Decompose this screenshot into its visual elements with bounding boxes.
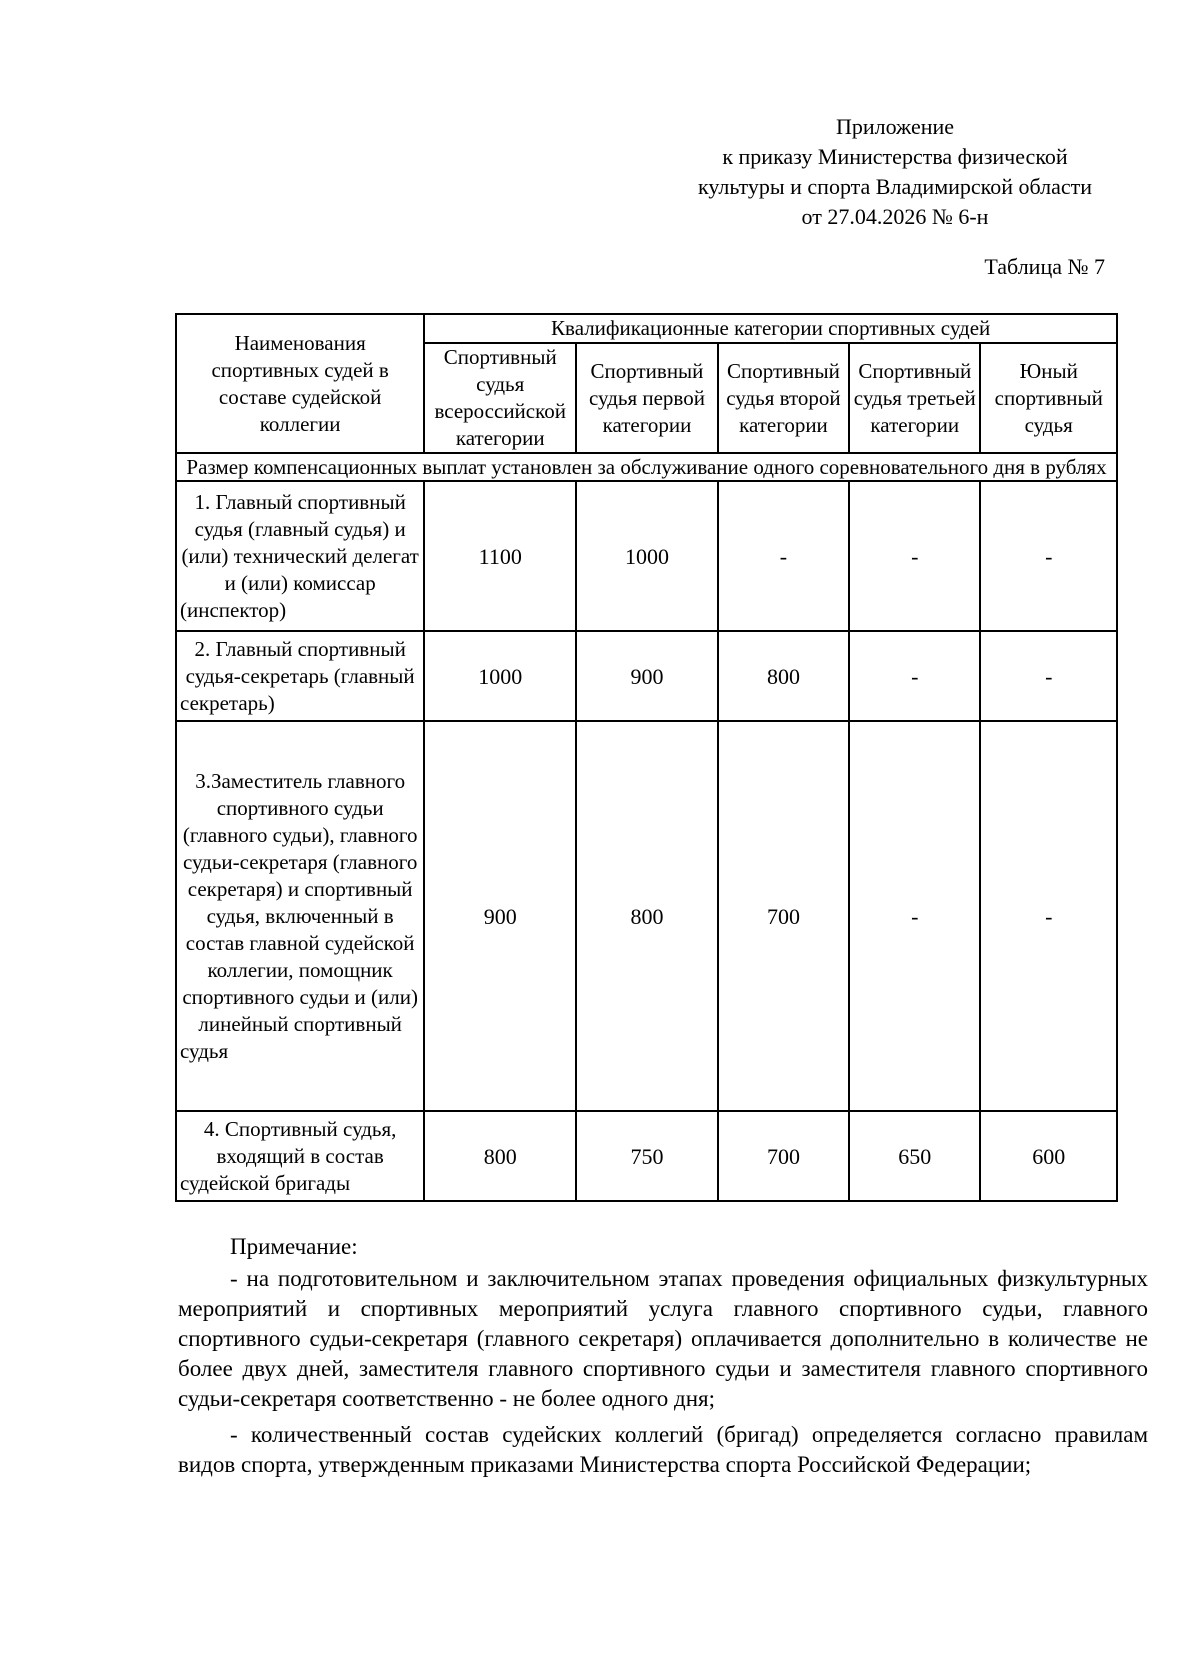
row-name: 1. Главный спортивный судья (главный судья) и (или) технический делегат и (или) комиссар (инспектор)	[176, 481, 424, 631]
table-row	[176, 481, 1117, 631]
row-name: 3.Заместитель главного спортивного судьи (главного судьи), главного судьи-секретаря (главного секретаря) и спортивный судья, включенный в состав главной судейской коллегии, помощник спортивного судьи и (или) линейный спортивный судья	[176, 721, 424, 1111]
table-cell: -	[980, 631, 1117, 721]
row-name: 2. Главный спортивный судья-секретарь (главный секретарь)	[176, 631, 424, 721]
table-cell: -	[849, 721, 980, 1111]
note-item: - на подготовительном и заключительном этапах проведения официальных физкультурных мероприятий и спортивных мероприятий услуга главного спортивного судьи, главного спортивного судьи-секретаря (главного секретаря) оплачивается дополнительно в количестве не более двух дней, заместителя главного спортивного судьи и заместителя главного спортивного судьи-секретаря соответственно - не более одного дня;	[178, 1266, 1148, 1411]
table-header-row	[176, 314, 1117, 343]
table-cell: 700	[718, 1111, 849, 1201]
name-column-header: Наименования спортивных судей в составе судейской коллегии	[176, 314, 424, 453]
header-line-3: культуры и спорта Владимирской области	[697, 174, 1093, 199]
column-header: Спортивный судья третьей категории	[849, 343, 980, 453]
table-cell: -	[980, 721, 1117, 1111]
table-cell: 1100	[424, 481, 576, 631]
table-cell: 900	[576, 631, 718, 721]
table-cell: 600	[980, 1111, 1117, 1201]
table-number: Таблица № 7	[984, 254, 1105, 279]
table-row	[176, 1111, 1117, 1201]
table-cell: 1000	[424, 631, 576, 721]
span-row-text: Размер компенсационных выплат установлен за обслуживание одного соревновательного дня в рублях	[176, 453, 1117, 481]
header-line-4: от 27.04.2026 № 6-н	[801, 204, 989, 229]
span-row	[176, 453, 1117, 481]
table-cell: 1000	[576, 481, 718, 631]
table-row	[176, 721, 1117, 1111]
table-cell: -	[980, 481, 1117, 631]
table-cell: 700	[718, 721, 849, 1111]
table-cell: 900	[424, 721, 576, 1111]
column-header: Спортивный судья первой категории	[576, 343, 718, 453]
header-line-2: к приказу Министерства физической	[722, 144, 1068, 169]
notes-title: Примечание:	[230, 1234, 358, 1259]
note-item: - количественный состав судейских коллегий (бригад) определяется согласно правилам видов спорта, утвержденным приказами Министерства спорта Российской Федерации;	[178, 1422, 1148, 1477]
table-row	[176, 631, 1117, 721]
row-name: 4. Спортивный судья, входящий в состав судейской бригады	[176, 1111, 424, 1201]
table-cell: 750	[576, 1111, 718, 1201]
table-cell: 800	[424, 1111, 576, 1201]
column-header: Спортивный судья второй категории	[718, 343, 849, 453]
table-cell: 800	[576, 721, 718, 1111]
column-header: Спортивный судья всероссийской категории	[424, 343, 576, 453]
header-line-1: Приложение	[835, 114, 955, 139]
compensation-table	[175, 313, 1118, 1202]
column-header: Юный спортивный судья	[980, 343, 1117, 453]
category-group-header: Квалификационные категории спортивных судей	[424, 314, 1117, 343]
table-cell: -	[849, 481, 980, 631]
appendix-header	[640, 112, 1150, 232]
table-cell: -	[849, 631, 980, 721]
table-cell: 650	[849, 1111, 980, 1201]
table-cell: -	[718, 481, 849, 631]
table-cell: 800	[718, 631, 849, 721]
notes-section	[178, 1232, 1148, 1486]
